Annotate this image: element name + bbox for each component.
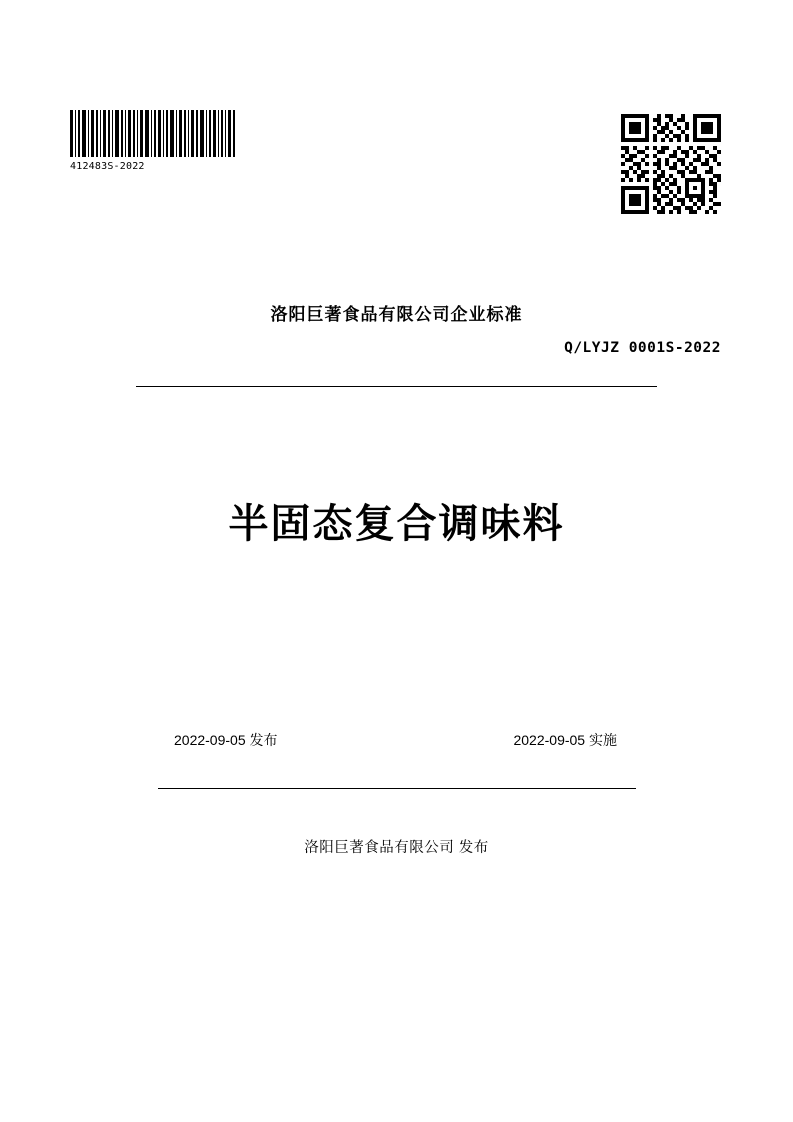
footer-divider — [158, 788, 636, 789]
date-row — [136, 730, 657, 750]
barcode-icon — [70, 110, 235, 157]
qr-code-block — [621, 114, 721, 214]
organization-standard-heading: 洛阳巨著食品有限公司企业标准 — [270, 305, 523, 324]
barcode-number: 412483S-2022 — [70, 161, 145, 172]
barcode-block — [70, 110, 235, 172]
publisher-line: 洛阳巨著食品有限公司 发布 — [304, 840, 489, 856]
standard-code: Q/LYJZ 0001S-2022 — [564, 340, 721, 356]
issue-date: 2022-09-05 发布 — [174, 732, 278, 748]
qr-code-icon — [621, 114, 721, 214]
header-divider — [136, 386, 657, 387]
document-title: 半固态复合调味料 — [228, 502, 565, 546]
effective-date: 2022-09-05 实施 — [513, 732, 617, 748]
